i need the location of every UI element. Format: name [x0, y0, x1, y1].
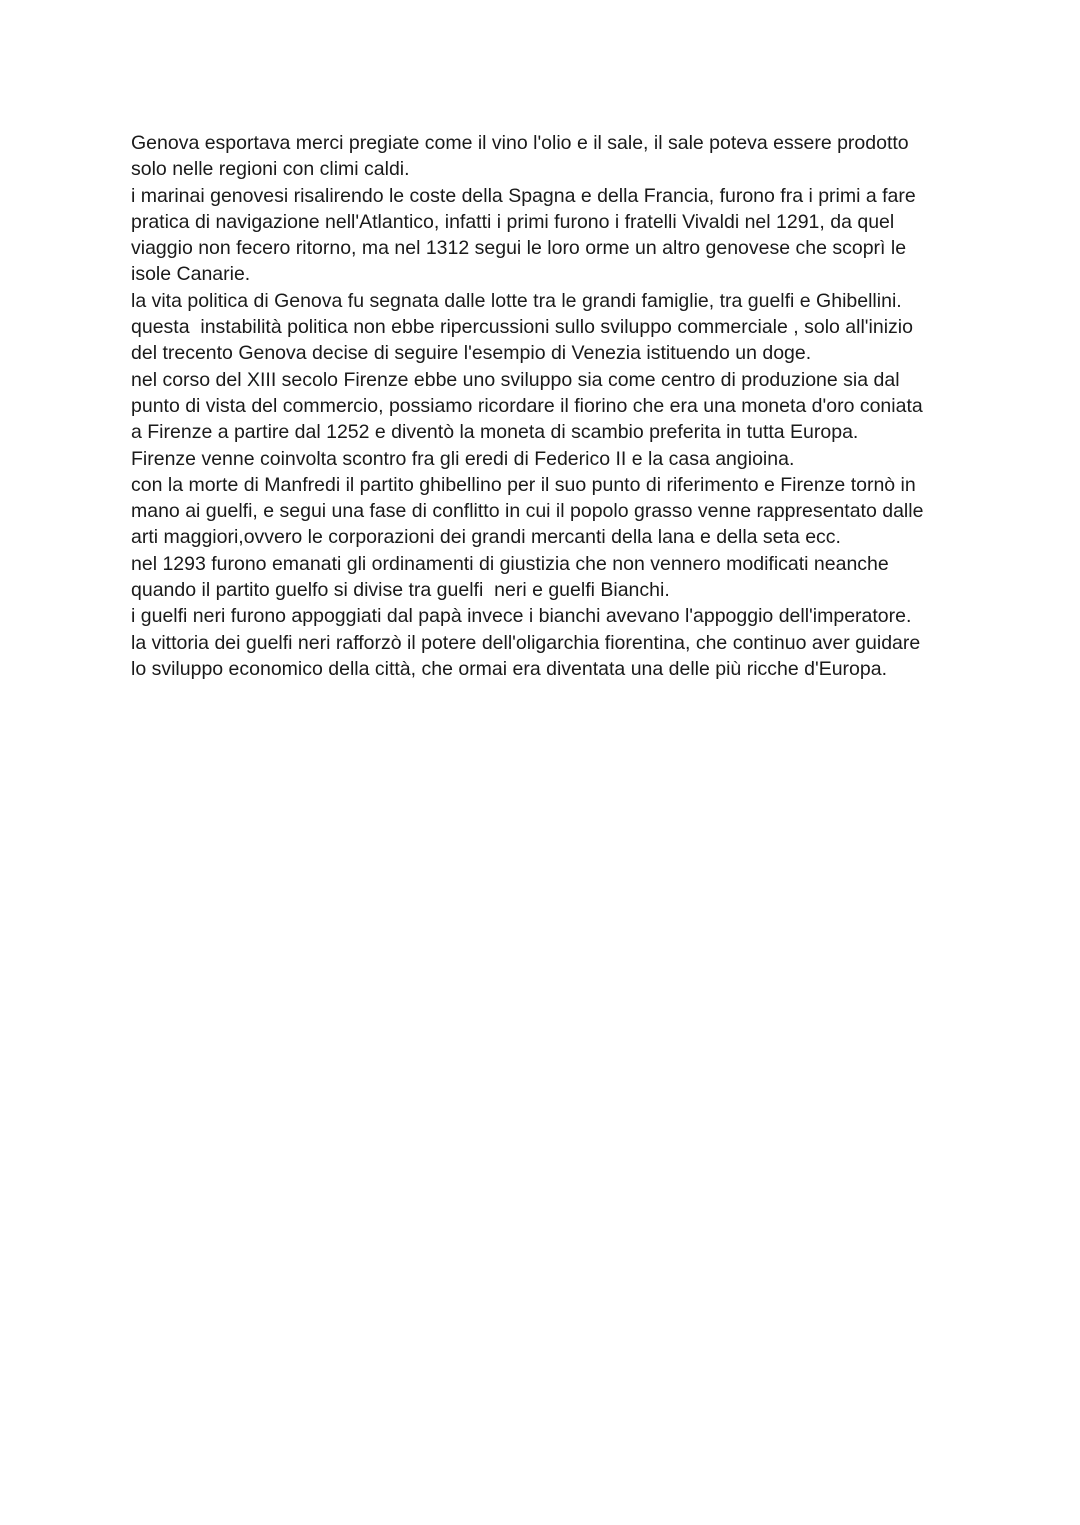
- text-line: viaggio non fecero ritorno, ma nel 1312 segui le loro orme un altro genovese che scoprì le: [131, 237, 907, 260]
- text-line: nel 1293 furono emanati gli ordinamenti di giustizia che non vennero modificati neanche: [131, 552, 889, 575]
- text-line: quando il partito guelfo si divise tra guelfi neri e guelfi Bianchi.: [131, 579, 670, 602]
- text-line: con la morte di Manfredi il partito ghibellino per il suo punto di riferimento e Firenze tornò in: [131, 473, 916, 496]
- text-line: punto di vista del commercio, possiamo ricordare il fiorino che era una moneta d'oro coniata: [131, 394, 923, 417]
- text-line: lo sviluppo economico della città, che ormai era diventata una delle più ricche d'Europa.: [131, 657, 887, 680]
- text-line: arti maggiori,ovvero le corporazioni dei grandi mercanti della lana e della seta ecc.: [131, 526, 841, 549]
- text-line: pratica di navigazione nell'Atlantico, infatti i primi furono i fratelli Vivaldi nel 1291, da quel: [131, 210, 895, 233]
- text-line: mano ai guelfi, e segui una fase di conflitto in cui il popolo grasso venne rappresentato dalle: [131, 500, 924, 523]
- text-line: questa instabilità politica non ebbe ripercussioni sullo sviluppo commerciale , solo all'inizio: [131, 316, 913, 339]
- text-line: nel corso del XIII secolo Firenze ebbe uno sviluppo sia come centro di produzione sia dal: [131, 368, 900, 391]
- text-line: del trecento Genova decise di seguire l'esempio di Venezia istituendo un doge.: [131, 342, 812, 365]
- text-line: Genova esportava merci pregiate come il vino l'olio e il sale, il sale poteva essere prodotto: [131, 132, 909, 154]
- text-line: i guelfi neri furono appoggiati dal papà invece i bianchi avevano l'appoggio dell'imperatore.: [131, 605, 912, 628]
- body-text: [131, 130, 961, 682]
- text-line: a Firenze a partire dal 1252 e diventò la moneta di scambio preferita in tutta Europa.: [131, 421, 859, 444]
- text-line: solo nelle regioni con climi caldi.: [131, 158, 410, 181]
- text-line: la vittoria dei guelfi neri rafforzò il potere dell'oligarchia fiorentina, che continuo aver guidare: [131, 631, 921, 654]
- text-line: i marinai genovesi risalirendo le coste della Spagna e della Francia, furono fra i primi a fare: [131, 184, 916, 207]
- text-line: Firenze venne coinvolta scontro fra gli eredi di Federico II e la casa angioina.: [131, 447, 795, 470]
- text-line: isole Canarie.: [131, 263, 251, 286]
- text-line: la vita politica di Genova fu segnata dalle lotte tra le grandi famiglie, tra guelfi e Ghibellini.: [131, 289, 902, 312]
